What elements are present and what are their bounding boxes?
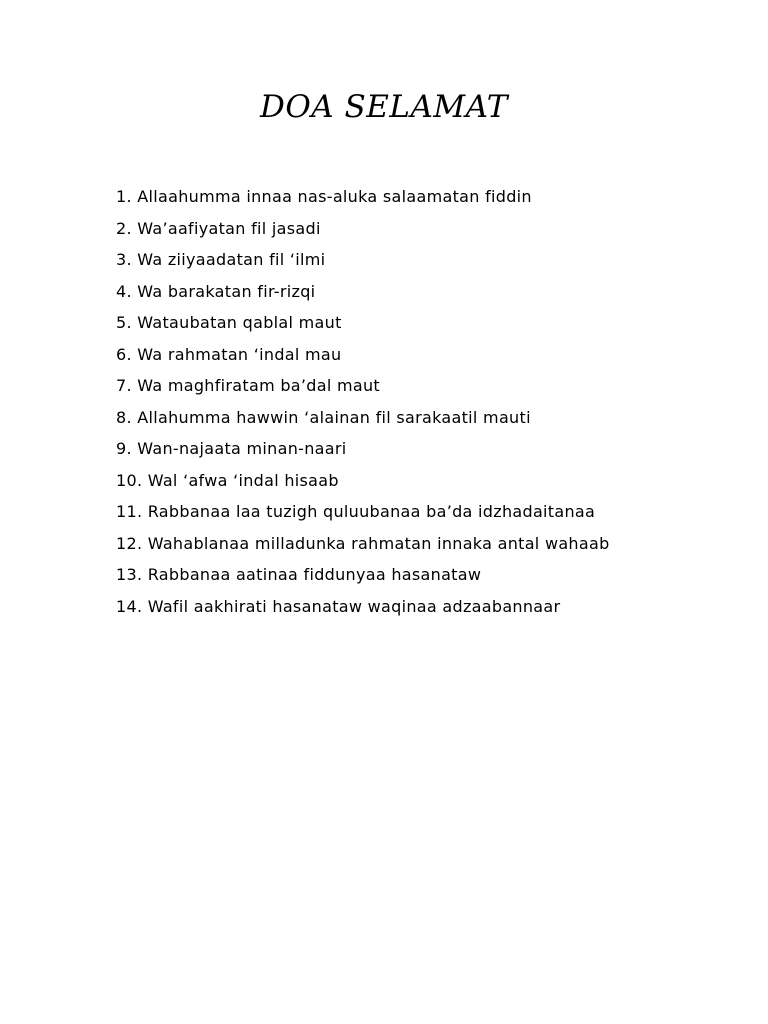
list-item: 3. Wa ziiyaadatan fil ‘ilmi: [116, 250, 326, 269]
prayer-list: [116, 184, 610, 625]
list-item: 2. Wa’aafiyatan fil jasadi: [116, 218, 321, 238]
list-item: 10. Wal ‘afwa ‘indal hisaab: [116, 470, 339, 490]
list-item: 12. Wahablanaa milladunka rahmatan innaka antal wahaab: [116, 533, 610, 553]
list-item: 1. Allaahumma innaa nas-aluka salaamatan fiddin: [116, 187, 532, 206]
list-item: 9. Wan-najaata minan-naari: [116, 439, 347, 458]
list-item: 7. Wa maghfiratam ba’dal maut: [116, 376, 380, 395]
list-item: 5. Wataubatan qablal maut: [116, 313, 342, 332]
list-item: 11. Rabbanaa laa tuzigh quluubanaa ba’da idzhadaitanaa: [116, 502, 596, 521]
list-item: 8. Allahumma hawwin ‘alainan fil sarakaatil mauti: [116, 407, 531, 427]
list-item: 4. Wa barakatan fir-rizqi: [116, 281, 316, 301]
list-item: 6. Wa rahmatan ‘indal mau: [116, 344, 342, 364]
list-item: 13. Rabbanaa aatinaa fiddunyaa hasanataw: [116, 565, 482, 584]
document-title: DOA SELAMAT: [260, 89, 508, 125]
list-item: 14. Wafil aakhirati hasanataw waqinaa adzaabannaar: [116, 596, 561, 616]
